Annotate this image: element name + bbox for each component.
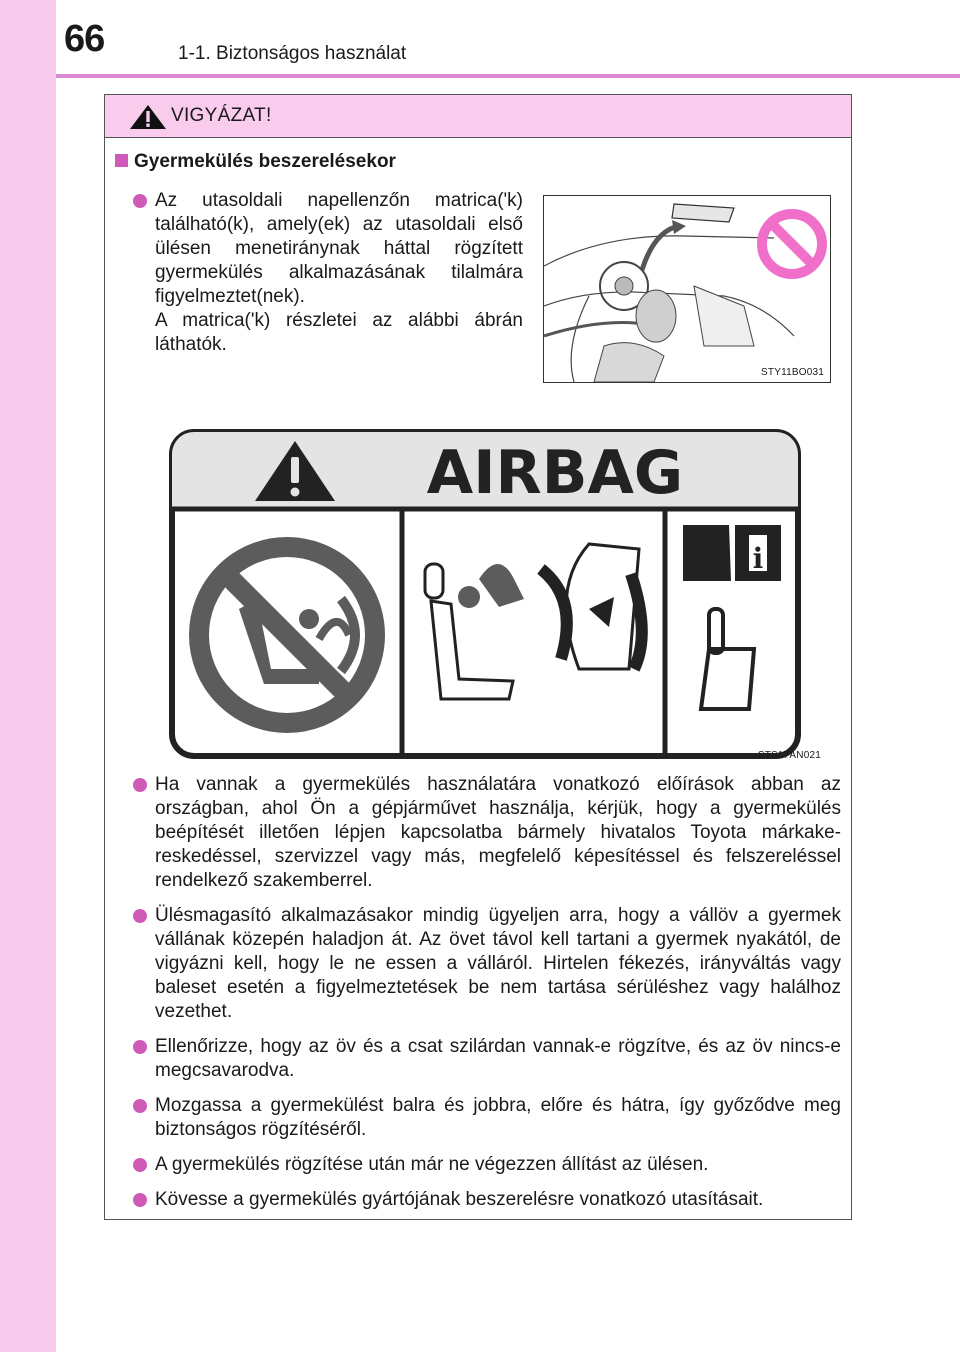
section-title-text: Gyermekülés beszerelésekor — [134, 151, 396, 172]
bullet-list — [155, 773, 841, 1223]
page-number: 66 — [64, 18, 105, 60]
bullet-dot-icon — [133, 778, 147, 792]
bullet-dot-icon — [133, 1040, 147, 1054]
header-rule — [56, 74, 960, 78]
bullet-text: Ülésmagasító alkalmazásakor mindig ügyeljen arra, hogy a vállöv a gyermek vállának közepén haladjon át. Az övet távol kell tartani a gyermek nyakától, de vigyázni kell, hogy le ne essen a válláról. Hirtelen fékezés, irányváltás vagy baleset esetén a figyelmeztetések be nem tartása sérüléshez vagy halálhoz vezethet. — [155, 905, 841, 1022]
svg-text:i: i — [752, 542, 764, 575]
bullet-text: Mozgassa a gyermekülést balra és jobbra, előre és hátra, így győződve meg biztonságos rögzítéséről. — [155, 1095, 841, 1140]
bullet-dot-icon — [133, 1193, 147, 1207]
intro-paragraph-line-2: A matrica('k) részletei az alábbi ábrán láthatók. — [155, 310, 523, 355]
figure-code-2: STS17AN021 — [757, 750, 821, 761]
bullet-text: A gyermekülés rögzítése után már ne végezzen állítást az ülésen. — [155, 1154, 709, 1175]
warning-box-header — [105, 95, 851, 138]
airbag-label-figure — [169, 429, 801, 759]
bullet-item — [155, 1153, 841, 1177]
bullet-text: Ellenőrizze, hogy az öv és a csat szilárdan vannak-e rögzítve, és az öv nincs-e megcsavarodva. — [155, 1036, 841, 1081]
sunvisor-figure — [543, 195, 831, 383]
warning-triangle-icon — [129, 104, 167, 130]
bullet-dot-icon — [133, 909, 147, 923]
bullet-text: Ha vannak a gyermekülés használatára vonatkozó előírások abban az országban, ahol Ön a gépjárművet használja, kérjük, hogy a gyermekülés beépítését illetően lépjen kapcsolatba bármely hivatalos Toyota márkakereskedéssel, szervizzel vagy más, megfelelő képesítéssel és felszereléssel rendelkező szakemberrel. — [155, 774, 841, 891]
bullet-dot-icon — [133, 1158, 147, 1172]
intro-paragraph — [155, 189, 523, 357]
warning-box — [104, 94, 852, 1220]
bullet-item — [155, 1035, 841, 1083]
bullet-dot-icon — [133, 1099, 147, 1113]
figure-code-1: STY11BO031 — [761, 367, 824, 378]
side-tab-bar — [0, 0, 56, 1352]
bullet-item — [155, 773, 841, 893]
bullet-dot-icon — [133, 194, 147, 208]
bullet-item — [155, 1094, 841, 1142]
bullet-text: Kövesse a gyermekülés gyártójának beszerelésre vonatkozó utasításait. — [155, 1189, 764, 1210]
section-title — [115, 151, 396, 173]
bullet-item — [155, 1188, 841, 1212]
car-interior-illustration — [544, 196, 830, 382]
warning-label: VIGYÁZAT! — [171, 105, 272, 126]
bullet-item — [155, 904, 841, 1024]
running-header-title: 1-1. Biztonságos használat — [178, 43, 407, 64]
square-bullet-icon — [115, 154, 128, 167]
intro-paragraph-line-1: Az utasoldali napellenzőn matrica('k) található(k), amely(ek) az utasoldali első ülésen menetiránynak háttal rögzített gyermekülés alkalmazásának tilalmára figyelmeztet(nek). — [155, 190, 523, 307]
airbag-label-text: AIRBAG — [426, 438, 684, 508]
